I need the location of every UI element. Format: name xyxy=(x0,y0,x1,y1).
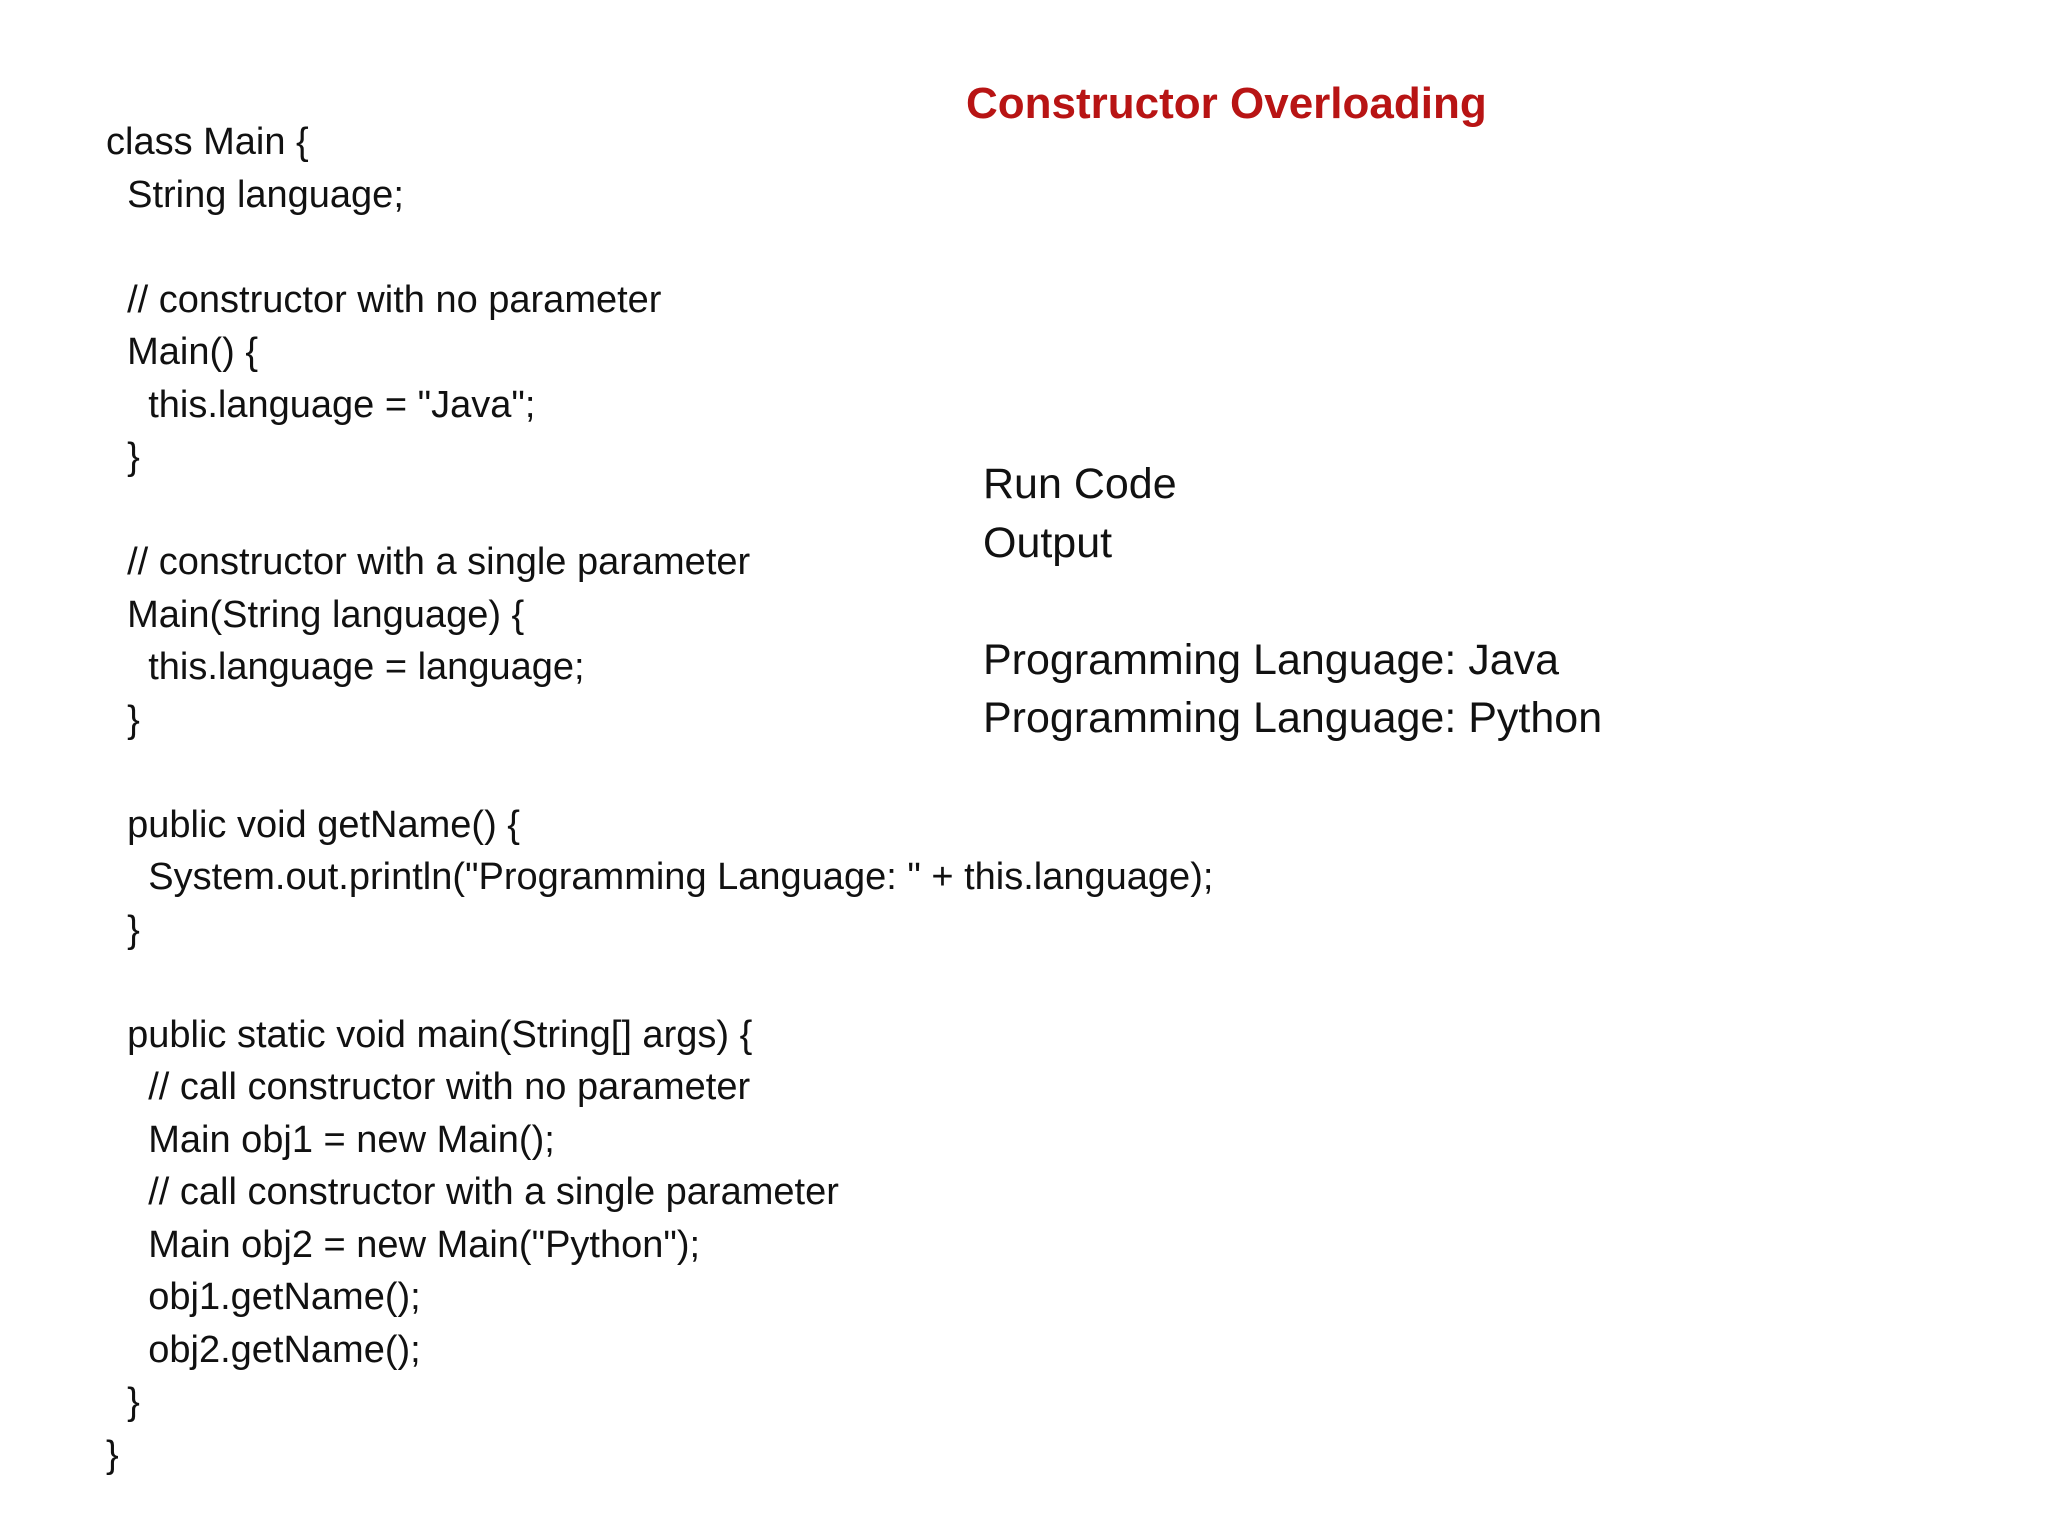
output-spacer xyxy=(983,572,1883,631)
code-line: class Main { xyxy=(106,121,309,163)
code-comment-line: // constructor with a single parameter xyxy=(106,541,751,583)
code-comment-line: // call constructor with no parameter xyxy=(106,1066,751,1108)
code-line: public static void main(String[] args) { xyxy=(106,1013,753,1056)
code-line: Main(String language) { xyxy=(106,593,525,636)
code-line: } xyxy=(106,908,140,951)
code-line: this.language = "Java"; xyxy=(106,383,536,426)
output-line: Programming Language: Python xyxy=(983,694,1603,742)
code-line xyxy=(106,221,1346,274)
code-line xyxy=(106,746,1346,799)
code-line: Main() { xyxy=(106,331,259,373)
code-line: Main obj1 = new Main(); xyxy=(106,1118,555,1161)
slide-title: Constructor Overloading xyxy=(966,79,1487,128)
code-line: } xyxy=(106,1381,140,1423)
code-block xyxy=(106,116,1346,1481)
code-line: } xyxy=(106,698,140,741)
code-line: } xyxy=(106,436,140,478)
code-line: System.out.println("Programming Language: " + this.language); xyxy=(106,856,1214,898)
code-line: Main obj2 = new Main("Python"); xyxy=(106,1223,701,1266)
code-line: this.language = language; xyxy=(106,646,585,688)
code-comment-line: // call constructor with a single parameter xyxy=(106,1171,839,1213)
code-line: obj2.getName(); xyxy=(106,1328,421,1371)
code-line xyxy=(106,956,1346,1009)
code-comment-line: // constructor with no parameter xyxy=(106,278,662,321)
output-label: Output xyxy=(983,518,1113,567)
code-line: public void getName() { xyxy=(106,803,520,846)
output-block xyxy=(983,455,1883,748)
code-line: } xyxy=(106,1433,119,1476)
run-code-label: Run Code xyxy=(983,460,1177,508)
code-line: String language; xyxy=(106,173,404,216)
code-line: obj1.getName(); xyxy=(106,1276,421,1318)
output-line: Programming Language: Java xyxy=(983,635,1560,684)
